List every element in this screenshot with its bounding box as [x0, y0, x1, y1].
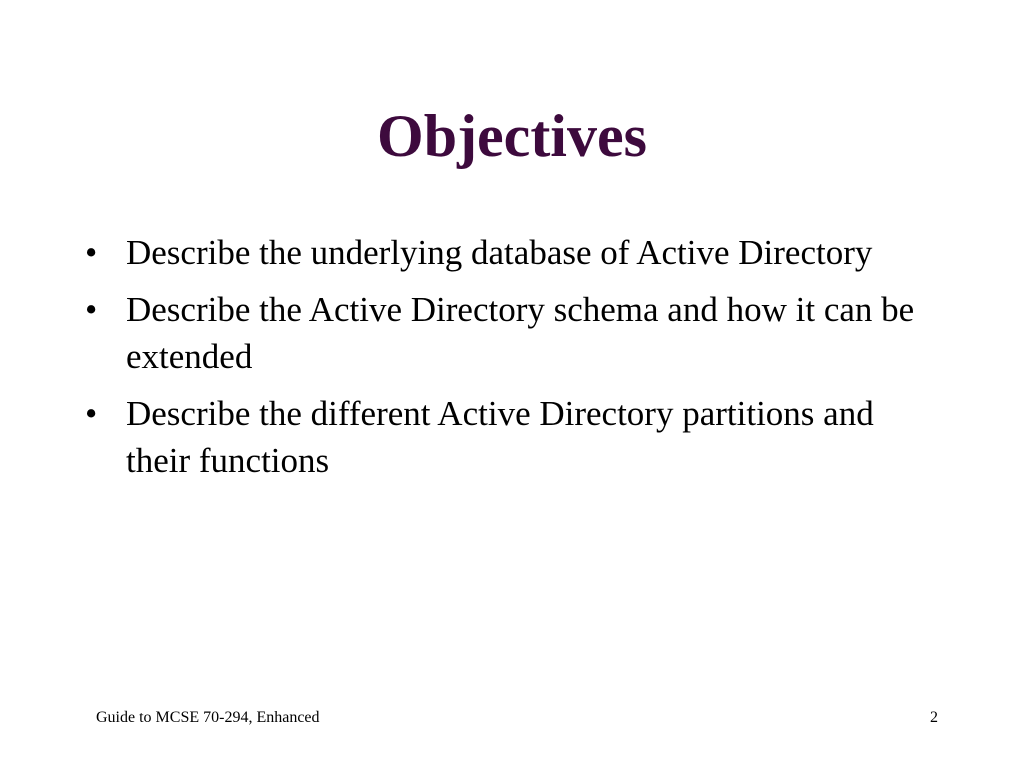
list-item — [85, 286, 935, 380]
page-number: 2 — [930, 709, 938, 726]
bullet-icon: • — [85, 233, 98, 272]
bullet-text: Describe the Active Directory schema and how it can be extended — [126, 290, 915, 376]
objectives-list — [85, 229, 935, 494]
list-item — [85, 390, 935, 484]
footer-course-title: Guide to MCSE 70-294, Enhanced — [96, 709, 320, 726]
slide-title: Objectives — [377, 103, 647, 169]
bullet-text: Describe the different Active Directory partitions and their functions — [126, 394, 874, 480]
bullet-text: Describe the underlying database of Active Directory — [126, 233, 873, 272]
list-item — [85, 229, 935, 276]
bullet-icon: • — [85, 394, 98, 433]
bullet-icon: • — [85, 290, 98, 329]
